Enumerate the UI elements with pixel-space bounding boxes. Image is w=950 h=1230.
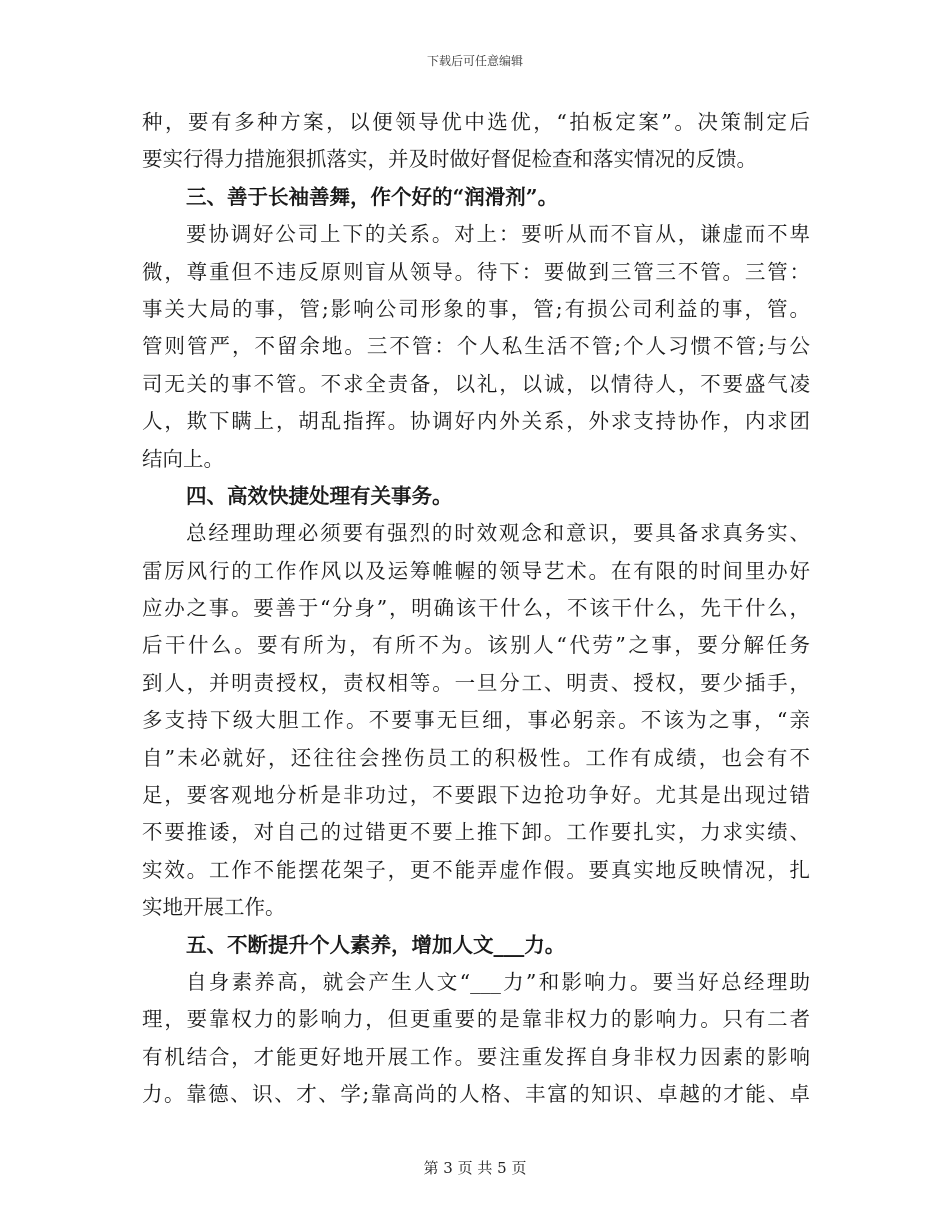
text-line: 实地开展工作。 — [142, 895, 286, 920]
text-line: 管则管严，不留余地。三不管：个人私生活不管;个人习惯不管;与公 — [142, 334, 810, 359]
page-header: 下载后可任意编辑 — [426, 54, 523, 68]
text-line: 种，要有多种方案，以便领导优中选优，“拍板定案”。决策制定后 — [142, 110, 810, 134]
text-line: 司无关的事不管。不求全责备，以礼，以诚，以情待人，不要盛气凌 — [142, 371, 810, 396]
text-line: 足，要客观地分析是非功过，不要跟下边抢功争好。尤其是出现过错 — [142, 783, 810, 808]
text-line: 自身素养高，就会产生人文“___力”和影响力。要当好总经理助 — [186, 969, 810, 994]
text-line: 要协调好公司上下的关系。对上：要听从而不盲从，谦虚而不卑 — [186, 222, 810, 247]
text-line: 不要推诿，对自己的过错更不要上推下卸。工作要扎实，力求实绩、 — [142, 820, 810, 845]
section-heading: 三、善于长袖善舞，作个好的“润滑剂”。 — [186, 184, 559, 209]
text-line: 要实行得力措施狠抓落实，并及时做好督促检查和落实情况的反馈。 — [142, 147, 757, 172]
text-line: 微，尊重但不违反原则盲从领导。待下：要做到三管三不管。三管： — [142, 259, 810, 284]
text-line: 事关大局的事，管;影响公司形象的事，管;有损公司利益的事，管。 — [142, 296, 810, 321]
text-line: 人，欺下瞒上，胡乱指挥。协调好内外关系，外求支持协作，内求团 — [142, 409, 810, 434]
text-line: 力。靠德、识、才、学;靠高尚的人格、丰富的知识、卓越的才能、卓 — [142, 1082, 810, 1107]
text-line: 实效。工作不能摆花架子，更不能弄虚作假。要真实地反映情况，扎 — [142, 857, 810, 882]
page-footer: 第 3 页 共 5 页 — [423, 1159, 527, 1177]
text-line: 后干什么。要有所为，有所不为。该别人“代劳”之事，要分解任务 — [142, 633, 810, 658]
text-line: 应办之事。要善于“分身”，明确该干什么，不该干什么，先干什么， — [142, 596, 810, 621]
text-line: 结向上。 — [142, 446, 224, 471]
text-line: 雷厉风行的工作作风以及运筹帷幄的领导艺术。在有限的时间里办好 — [142, 558, 810, 583]
text-line: 自”未必就好，还往往会挫伤员工的积极性。工作有成绩，也会有不 — [142, 745, 810, 770]
section-heading: 五、不断提升个人素养，增加人文___力。 — [186, 932, 566, 957]
text-line: 理，要靠权力的影响力，但更重要的是靠非权力的影响力。只有二者 — [142, 1007, 810, 1032]
text-line: 到人，并明责授权，责权相等。一旦分工、明责、授权，要少插手， — [142, 670, 810, 695]
text-line: 有机结合，才能更好地开展工作。要注重发挥自身非权力因素的影响 — [142, 1044, 810, 1069]
document-body — [142, 104, 810, 1114]
text-line: 多支持下级大胆工作。不要事无巨细，事必躬亲。不该为之事，“亲 — [142, 708, 810, 733]
section-heading: 四、高效快捷处理有关事务。 — [186, 483, 453, 508]
text-line: 总经理助理必须要有强烈的时效观念和意识，要具备求真务实、 — [186, 521, 810, 546]
